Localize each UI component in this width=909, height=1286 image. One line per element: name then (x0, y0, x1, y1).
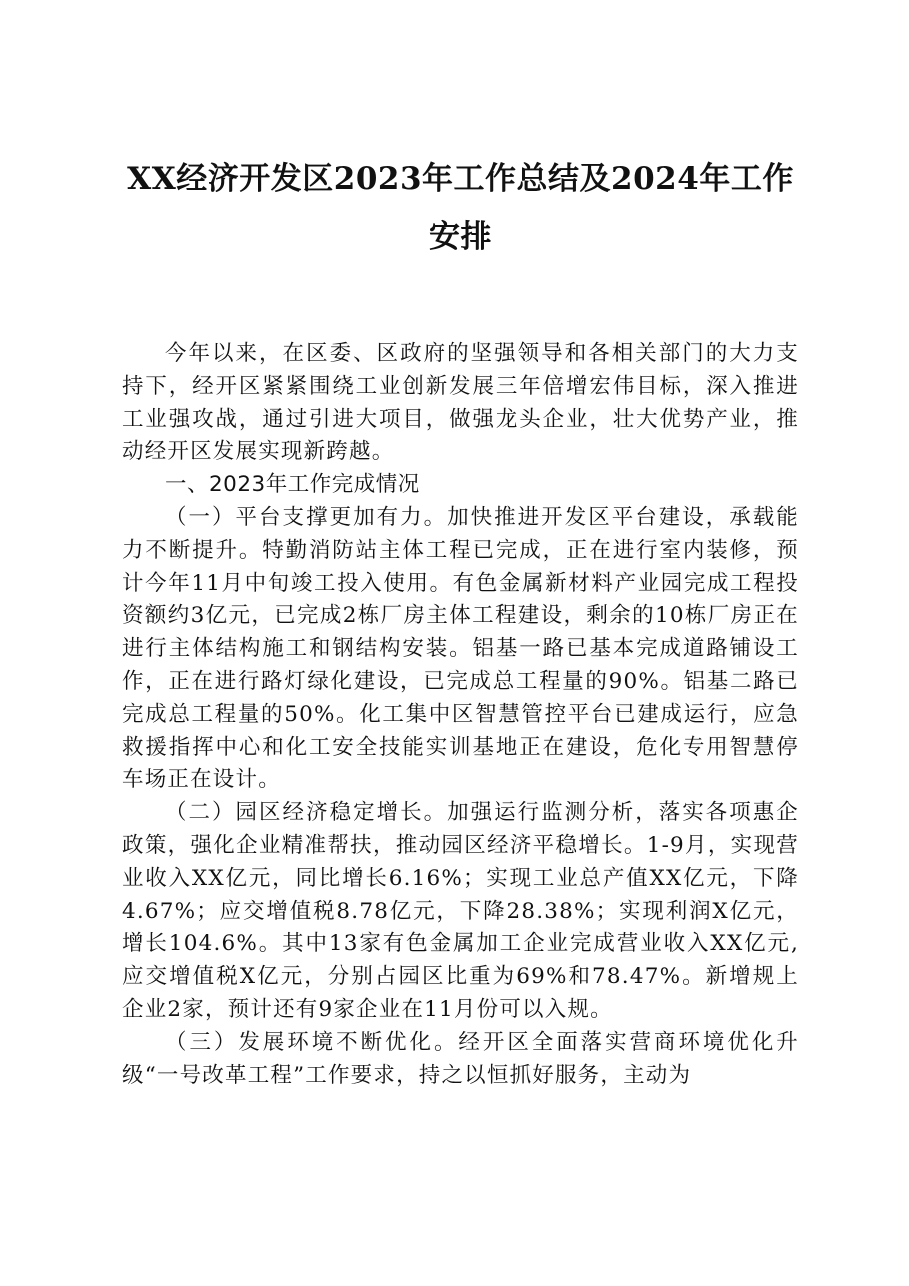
subsection-2-paragraph (122, 797, 799, 1027)
intro-paragraph: 今年以来，在区委、区政府的坚强领导和各相关部门的大力支持下，经开区紧紧围绕工业创新发展三年倍增宏伟目标，深入推进工业强攻战，通过引进大项目，做强龙头企业，壮大优势产业，推动经开区发展实现新跨越。 (122, 341, 799, 465)
subsection-2-lead: （二）园区经济稳定增长。 (165, 800, 448, 826)
document-title: XX经济开发区2023年工作总结及2024年工作安排 (127, 161, 794, 255)
subsection-1-paragraph (122, 502, 799, 797)
subsection-2-body: 加强运行监测分析，落实各项惠企政策，强化企业精准帮扶，推动园区经济平稳增长。1-9月，实现营业收入XX亿元，同比增长6.16%；实现工业总产值XX亿元，下降4.67%；应交增值税8.78亿元，下降28.38%；实现利润X亿元，增长104.6%。其中13家有色金属加工企业完成营业收入XX亿元,应交增值税X亿元，分别占园区比重为69%和78.47%。新增规上企业2家，预计还有9家企业在11月份可以入规。 (122, 800, 799, 1022)
section-heading-1: 一、2023年工作完成情况 (165, 472, 420, 498)
subsection-1-lead: （一）平台支撑更加有力。 (165, 504, 448, 530)
subsection-3-body: 经开区全面落实营商环境优化升级“一号改革工程”工作要求，持之以恒抓好服务，主动为 (122, 1029, 799, 1088)
subsection-3-lead: （三）发展环境不断优化。 (165, 1029, 459, 1055)
subsection-1-body: 加快推进开发区平台建设，承载能力不断提升。特勤消防站主体工程已完成，正在进行室内装修，预计今年11月中旬竣工投入使用。有色金属新材料产业园完成工程投资额约3亿元，已完成2栋厂房主体工程建设，剩余的10栋厂房正在进行主体结构施工和钢结构安装。铝基一路已基本完成道路铺设工作，正在进行路灯绿化建设，已完成总工程量的90%。铝基二路已完成总工程量的50%。化工集中区智慧管控平台已建成运行，应急救援指挥中心和化工安全技能实训基地正在建设，危化专用智慧停车场正在设计。 (122, 504, 799, 793)
subsection-3-paragraph (122, 1027, 799, 1093)
